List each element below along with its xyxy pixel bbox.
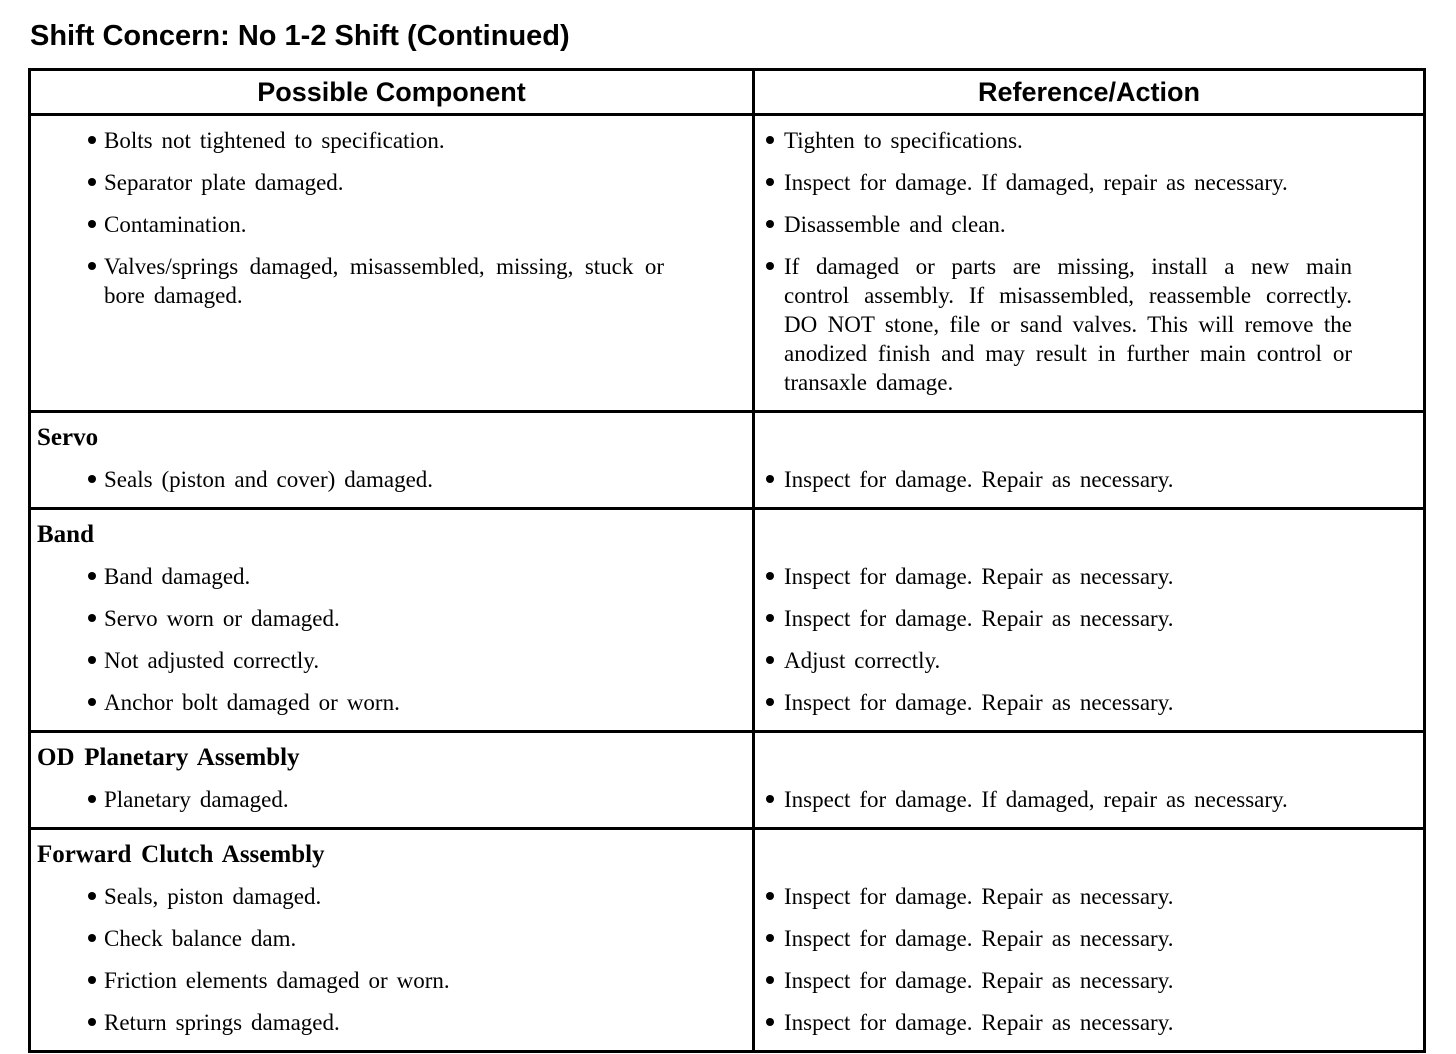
component-item — [31, 562, 740, 591]
bullet-icon — [88, 934, 96, 942]
action-item — [755, 562, 1409, 591]
component-item-text: Valves/springs damaged, misassembled, missing, stuck or bore damaged. — [104, 254, 664, 308]
heading-spacer — [755, 840, 1409, 882]
bullet-icon — [88, 220, 96, 228]
action-item-text: Tighten to specifications. — [784, 128, 1023, 153]
bullet-icon — [88, 178, 96, 186]
component-item-text: Planetary damaged. — [104, 787, 289, 812]
heading-spacer — [755, 743, 1409, 785]
component-item-text: Return springs damaged. — [104, 1010, 340, 1035]
action-item-text: Inspect for damage. Repair as necessary. — [784, 968, 1174, 993]
component-item — [31, 168, 740, 197]
bullet-icon — [766, 614, 774, 622]
bullet-icon — [766, 572, 774, 580]
component-item — [31, 252, 740, 310]
component-item-text: Not adjusted correctly. — [104, 648, 320, 673]
possible-component-cell — [31, 733, 752, 827]
possible-component-cell — [31, 510, 752, 730]
action-item — [755, 646, 1409, 675]
action-item-text: Inspect for damage. Repair as necessary. — [784, 926, 1174, 951]
section-heading: Band — [37, 521, 94, 548]
action-item-text: Inspect for damage. If damaged, repair as necessary. — [784, 170, 1288, 195]
reference-action-cell — [752, 733, 1423, 827]
table-section — [31, 116, 1423, 410]
heading-spacer — [755, 520, 1409, 562]
component-item — [31, 785, 740, 814]
table-section — [31, 507, 1423, 730]
heading-spacer — [755, 423, 1409, 465]
action-item — [755, 785, 1409, 814]
component-item — [31, 882, 740, 911]
action-item-text: Inspect for damage. Repair as necessary. — [784, 884, 1174, 909]
component-item-text: Servo worn or damaged. — [104, 606, 340, 631]
component-item-text: Band damaged. — [104, 564, 251, 589]
bullet-icon — [766, 136, 774, 144]
bullet-icon — [766, 892, 774, 900]
table-section — [31, 730, 1423, 827]
component-item — [31, 688, 740, 717]
component-item — [31, 646, 740, 675]
action-item — [755, 882, 1409, 911]
action-item-text: Inspect for damage. Repair as necessary. — [784, 1010, 1174, 1035]
action-item-text: If damaged or parts are missing, install a new main control assembly. If misassembled, reassemble correctly. DO NOT stone, file or sand valves. This will remove the anodized finish and may result in further main control or transaxle damage. — [784, 254, 1352, 395]
bullet-icon — [88, 892, 96, 900]
component-item — [31, 465, 740, 494]
component-item — [31, 210, 740, 239]
action-item — [755, 252, 1409, 397]
component-item-text: Seals, piston damaged. — [104, 884, 322, 909]
possible-component-cell — [31, 413, 752, 507]
action-item — [755, 168, 1409, 197]
action-item — [755, 126, 1409, 155]
bullet-icon — [766, 178, 774, 186]
bullet-icon — [88, 262, 96, 270]
table-section — [31, 827, 1423, 1050]
bullet-icon — [88, 572, 96, 580]
possible-component-cell — [31, 830, 752, 1050]
bullet-icon — [88, 475, 96, 483]
component-item — [31, 966, 740, 995]
component-item — [31, 604, 740, 633]
component-item-text: Contamination. — [104, 212, 247, 237]
bullet-icon — [88, 976, 96, 984]
action-item — [755, 465, 1409, 494]
action-item — [755, 966, 1409, 995]
action-item — [755, 924, 1409, 953]
bullet-icon — [766, 934, 774, 942]
column-header-reference-action: Reference/Action — [752, 71, 1423, 113]
bullet-icon — [766, 976, 774, 984]
action-item-text: Adjust correctly. — [784, 648, 941, 673]
bullet-icon — [766, 262, 774, 270]
component-item-text: Friction elements damaged or worn. — [104, 968, 450, 993]
bullet-icon — [766, 656, 774, 664]
action-item-text: Inspect for damage. Repair as necessary. — [784, 467, 1174, 492]
bullet-icon — [88, 656, 96, 664]
component-item-text: Anchor bolt damaged or worn. — [104, 690, 400, 715]
bullet-icon — [766, 220, 774, 228]
bullet-icon — [766, 1018, 774, 1026]
table-header-row — [31, 71, 1423, 116]
component-item-text: Bolts not tightened to specification. — [104, 128, 445, 153]
table-section — [31, 410, 1423, 507]
column-header-possible-component: Possible Component — [257, 77, 526, 107]
action-item-text: Disassemble and clean. — [784, 212, 1006, 237]
section-heading: Forward Clutch Assembly — [37, 841, 325, 868]
component-item-text: Seals (piston and cover) damaged. — [104, 467, 434, 492]
reference-action-cell — [752, 413, 1423, 507]
page-title: Shift Concern: No 1-2 Shift (Continued) — [30, 20, 570, 52]
bullet-icon — [766, 475, 774, 483]
section-heading: Servo — [37, 424, 99, 451]
component-item-text: Separator plate damaged. — [104, 170, 344, 195]
diagnosis-table — [28, 68, 1426, 1053]
component-item — [31, 924, 740, 953]
bullet-icon — [88, 614, 96, 622]
bullet-icon — [88, 795, 96, 803]
reference-action-cell — [752, 830, 1423, 1050]
action-item — [755, 1008, 1409, 1037]
bullet-icon — [88, 698, 96, 706]
reference-action-cell — [752, 510, 1423, 730]
action-item — [755, 210, 1409, 239]
component-item — [31, 1008, 740, 1037]
action-item-text: Inspect for damage. Repair as necessary. — [784, 606, 1174, 631]
action-item-text: Inspect for damage. Repair as necessary. — [784, 564, 1174, 589]
component-item-text: Check balance dam. — [104, 926, 297, 951]
table-body — [31, 116, 1423, 1050]
bullet-icon — [766, 795, 774, 803]
bullet-icon — [88, 136, 96, 144]
bullet-icon — [766, 698, 774, 706]
reference-action-cell — [752, 116, 1423, 410]
component-item — [31, 126, 740, 155]
section-heading: OD Planetary Assembly — [37, 744, 300, 771]
possible-component-cell — [31, 116, 752, 410]
action-item-text: Inspect for damage. If damaged, repair as necessary. — [784, 787, 1288, 812]
bullet-icon — [88, 1018, 96, 1026]
action-item — [755, 688, 1409, 717]
action-item-text: Inspect for damage. Repair as necessary. — [784, 690, 1174, 715]
action-item — [755, 604, 1409, 633]
